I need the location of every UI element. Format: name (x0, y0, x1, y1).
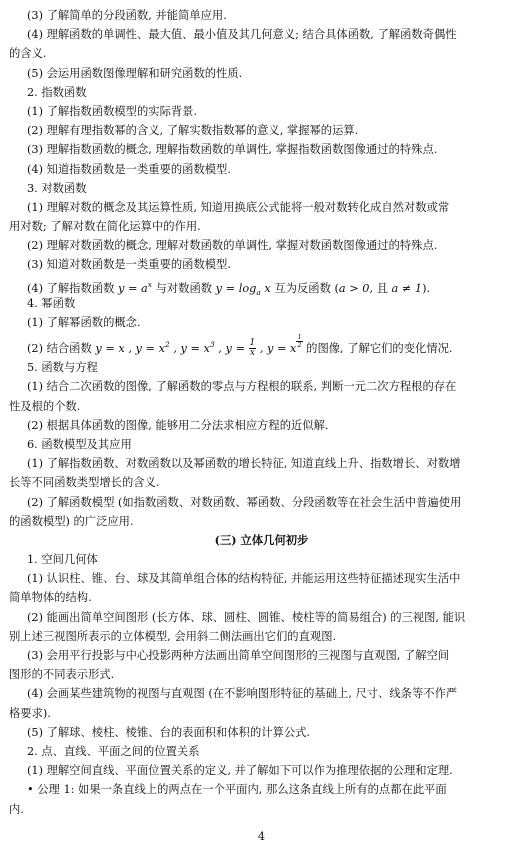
section-heading: 3. 对数函数 (27, 181, 87, 195)
text-line: (2) 理解对数函数的概念, 理解对数函数的单调性, 掌握对数函数图像通过的特殊点. (27, 239, 438, 253)
math-superscript: 3 (209, 340, 215, 350)
text-line: 图形的不同表示形式. (9, 668, 115, 682)
text-fragment: (2) 结合函数 (27, 341, 92, 355)
text-line: (1) 理解空间直线、平面位置关系的定义, 并了解如下可以作为推理依据的公理和定理. (27, 764, 453, 778)
text-fragment: 与对数函数 (152, 281, 216, 295)
math-fragment: a > 0 (338, 281, 370, 295)
math-subscript: a (256, 287, 261, 297)
text-line: (3) 知道对数函数是一类重要的函数模型. (27, 258, 231, 272)
math-fragment: y = x , y = x (95, 341, 165, 355)
text-line: (1) 了解幂函数的概念. (27, 316, 141, 329)
math-fragment: y (117, 281, 125, 295)
text-line: 用对数; 了解对数在简化运算中的作用. (9, 220, 201, 234)
fraction-denominator: x (249, 348, 255, 359)
math-fragment: a ≠ 1 (391, 281, 423, 295)
section-heading: 6. 函数模型及其应用 (27, 437, 132, 451)
text-line: (2) 了解函数模型 (如指数函数、对数函数、幂函数、分段函数等在社会生活中普遍使用 (27, 495, 462, 509)
math-superscript: 2 (164, 340, 170, 350)
text-line-formula (0, 332, 523, 358)
text-line: (3) 会用平行投影与中心投影两种方法画出简单空间图形的三视图与直观图, 了解空间 (27, 649, 450, 662)
text-line: 格要求). (9, 706, 51, 720)
text-line: (1) 结合二次函数的图像, 了解函数的零点与方程根的联系, 判断一元二次方程根的存在 (27, 380, 457, 394)
section-heading: 5. 函数与方程 (27, 361, 98, 375)
math-superscript: x (147, 279, 152, 289)
math-fragment: x (260, 281, 271, 295)
math-fragment: y = log (215, 281, 257, 295)
text-line: 性及根的个数. (9, 399, 81, 413)
fraction-numerator: 1 (249, 338, 256, 349)
text-fragment: 互为反函数 ( (270, 281, 339, 295)
document-body (0, 6, 523, 819)
section-heading: 2. 点、直线、平面之间的位置关系 (27, 744, 200, 758)
text-line: 的含义. (9, 47, 47, 61)
section-heading: 1. 空间几何体 (27, 553, 98, 567)
text-line-formula (0, 275, 523, 297)
text-line: (3) 理解指数函数的概念, 理解指数函数的单调性, 掌握指数函数图像通过的特殊点. (27, 143, 438, 157)
text-fragment: (4) 了解指数函数 (27, 281, 115, 295)
text-line: 简单物体的结构. (9, 591, 92, 605)
fraction-numerator: 1 (297, 333, 302, 342)
text-line: 内. (9, 802, 24, 816)
text-line: (2) 根据具体函数的图像, 能够用二分法求相应方程的近似解. (27, 418, 329, 432)
text-fragment: 的图像, 了解它们的变化情况. (302, 341, 453, 355)
text-line: (4) 会画某些建筑物的视图与直观图 (在不影响图形特征的基础上, 尺寸、线条等不作严 (27, 687, 458, 701)
text-line: (2) 理解有理指数幂的含义, 了解实数指数幂的意义, 掌握幂的运算. (27, 124, 359, 138)
text-line: (4) 知道指数函数是一类重要的函数模型. (27, 162, 231, 176)
text-line: (5) 会运用函数图像理解和研究函数的性质. (27, 66, 243, 80)
text-fragment: , 且 (369, 281, 392, 295)
section-heading: 2. 指数函数 (27, 85, 87, 99)
math-fragment: , y = x (169, 341, 210, 355)
section-heading: 4. 幂函数 (27, 296, 76, 310)
text-line: (2) 能画出简单空间图形 (长方体、球、圆柱、圆锥、棱柱等的简易组合) 的三视图, 能识 (27, 610, 466, 624)
math-fragment: , y = (214, 341, 249, 355)
math-fragment: a (141, 281, 148, 295)
text-line: 别上述三视图所表示的立体模型, 会用斜二侧法画出它们的直观图. (9, 629, 337, 643)
text-fragment: ). (422, 281, 431, 295)
chapter-heading: (三) 立体几何初步 (214, 532, 309, 547)
text-line: (1) 了解指数函数、对数函数以及幂函数的增长特征, 知道直线上升、指数增长、对数增 (27, 457, 461, 471)
page-number: 4 (257, 830, 266, 843)
text-line: (1) 认识柱、锥、台、球及其简单组合体的结构特征, 并能运用这些特征描述现实生活中 (27, 572, 461, 586)
text-line: (5) 了解球、棱柱、棱锥、台的表面积和体积的计算公式. (27, 725, 311, 739)
text-line: (3) 了解简单的分段函数, 并能简单应用. (27, 9, 227, 22)
math-fragment: , y = x (256, 341, 297, 355)
text-line: 的函数模型) 的广泛应用. (9, 514, 134, 528)
fraction-denominator: 2 (297, 340, 302, 349)
text-line: 长等不同函数类型增长的含义. (9, 476, 160, 490)
text-line: (4) 理解函数的单调性、最大值、最小值及其几何意义; 结合具体函数, 了解函数奇偶性 (27, 28, 457, 42)
math-fragment: = (124, 281, 142, 295)
axiom-line: • 公理 1: 如果一条直线上的两点在一个平面内, 那么这条直线上所有的点都在此平面 (27, 783, 447, 797)
text-line: (1) 了解指数函数模型的实际背景. (27, 104, 198, 118)
text-line: (1) 理解对数的概念及其运算性质, 知道用换底公式能将一般对数转化成自然对数或常 (27, 200, 450, 214)
